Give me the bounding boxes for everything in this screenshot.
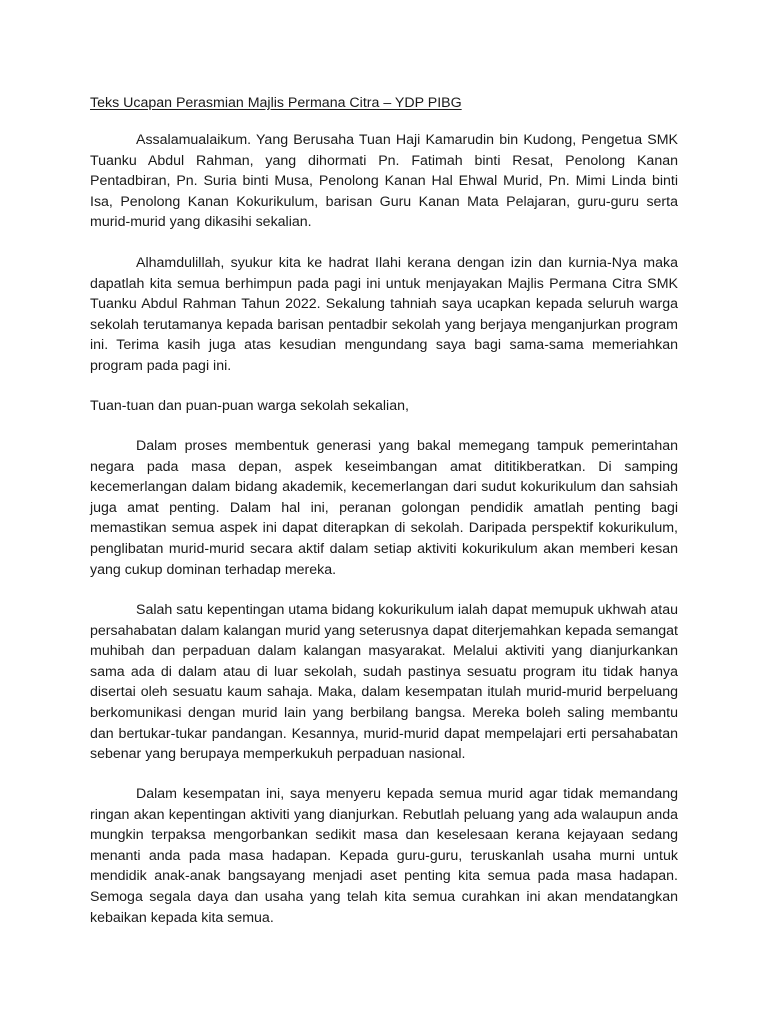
- document-title: Teks Ucapan Perasmian Majlis Permana Citra – YDP PIBG: [90, 95, 462, 111]
- paragraph-cocurricular: Salah satu kepentingan utama bidang kokurikulum ialah dapat memupuk ukhwah atau persahabatan dalam kalangan murid yang seterusnya dapat diterjemahkan kepada semangat muhibah dan perpaduan dalam kalangan masyarakat. Melalui aktiviti yang dianjurkankan sama ada di dalam atau di luar sekolah, sudah pastinya sesuatu program itu tidak hanya disertai oleh sesuatu kaum sahaja. Maka, dalam kesempatan itulah murid-murid berpeluang berkomunikasi dengan murid lain yang berbilang bangsa. Mereka boleh saling membantu dan bertukar-tukar pandangan. Kesannya, murid-murid dapat mempelajari erti persahabatan sebenar yang berupaya memperkukuh perpaduan nasional.: [90, 602, 678, 763]
- paragraph-gratitude: Alhamdulillah, syukur kita ke hadrat Ilahi kerana dengan izin dan kurnia-Nya maka dapatlah kita semua berhimpun pada pagi ini untuk menjayakan Majlis Permana Citra SMK Tuanku Abdul Rahman Tahun 2022. Sekalung tahniah saya ucapkan kepada seluruh warga sekolah terutamanya kepada barisan pentadbir sekolah yang berjaya menganjurkan program ini. Terima kasih juga atas kesudian mengundang saya bagi sama-sama memeriahkan program pada pagi ini.: [90, 255, 678, 374]
- paragraph-generation: Dalam proses membentuk generasi yang bakal memegang tampuk pemerintahan negara pada masa depan, aspek keseimbangan amat dititikberatkan. Di samping kecemerlangan dalam bidang akademik, kecemerlangan dari sudut kokurikulum dan sahsiah juga amat penting. Dalam hal ini, peranan golongan pendidik amatlah penting bagi memastikan semua aspek ini dapat diterapkan di sekolah. Daripada perspektif kokurikulum, penglibatan murid-murid secara aktif dalam setiap aktiviti kokurikulum akan memberi kesan yang cukup dominan terhadap mereka.: [90, 438, 678, 578]
- paragraph-address: Tuan-tuan dan puan-puan warga sekolah sekalian,: [90, 398, 409, 414]
- paragraph-greeting: Assalamualaikum. Yang Berusaha Tuan Haji Kamarudin bin Kudong, Pengetua SMK Tuanku Abdul Rahman, yang dihormati Pn. Fatimah binti Resat, Penolong Kanan Pentadbiran, Pn. Suria binti Musa, Penolong Kanan Hal Ehwal Murid, Pn. Mimi Linda binti Isa, Penolong Kanan Kokurikulum, barisan Guru Kanan Mata Pelajaran, guru-guru serta murid-murid yang dikasihi sekalian.: [90, 132, 678, 231]
- paragraph-appeal: Dalam kesempatan ini, saya menyeru kepada semua murid agar tidak memandang ringan akan kepentingan aktiviti yang dianjurkan. Rebutlah peluang yang ada walaupun anda mungkin terpaksa mengorbankan sedikit masa dan keselesaan kerana kejayaan sedang menanti anda pada masa hadapan. Kepada guru-guru, teruskanlah usaha murni untuk mendidik anak-anak bangsayang menjadi aset penting kita semua pada masa hadapan. Semoga segala daya dan usaha yang telah kita semua curahkan ini akan mendatangkan kebaikan kepada kita semua.: [90, 786, 678, 926]
